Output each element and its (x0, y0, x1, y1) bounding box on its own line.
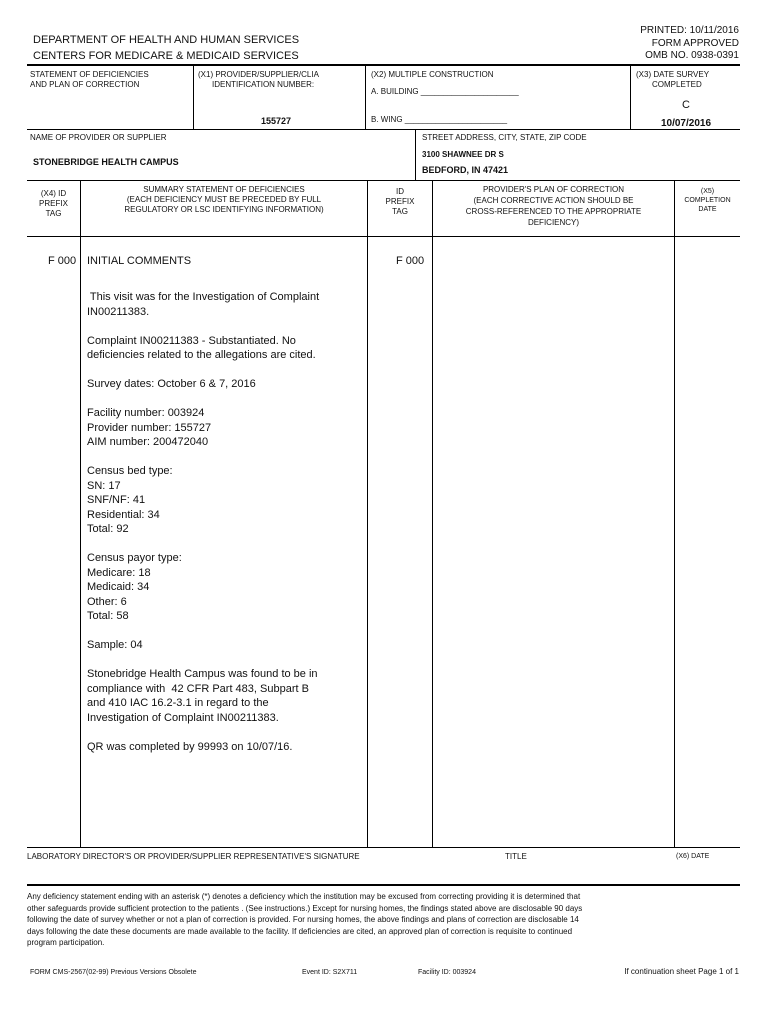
statement-label-2: AND PLAN OF CORRECTION (30, 80, 140, 89)
x2-label: (X2) MULTIPLE CONSTRUCTION (371, 70, 494, 79)
entry-line (87, 450, 365, 465)
x3-date: 10/07/2016 (660, 118, 712, 129)
entry-line: IN00211383. (87, 305, 150, 318)
x1-provider-number: 155727 (261, 116, 292, 126)
entry-line (87, 624, 365, 639)
entry-line (87, 537, 365, 552)
provider-name-label: NAME OF PROVIDER OR SUPPLIER (30, 133, 167, 142)
entry-line: Investigation of Complaint IN00211383. (87, 711, 279, 724)
col-divider-address (415, 130, 416, 180)
entry-line: and 410 IAC 16.2-3.1 in regard to the (87, 697, 269, 709)
footer-continuation: If continuation sheet Page 1 of 1 (624, 967, 739, 976)
x3-code: C (682, 99, 690, 111)
entry-line: Census payor type: (87, 552, 182, 564)
printed-date: PRINTED: 10/11/2016 (640, 25, 739, 36)
entry-line: This visit was for the Investigation of Complaint (87, 291, 320, 303)
omb-number: OMB NO. 0938-0391 (645, 50, 739, 61)
agency-line-1: DEPARTMENT OF HEALTH AND HUMAN SERVICES (33, 34, 300, 46)
summary-header-3: REGULATORY OR LSC IDENTIFYING INFORMATION) (124, 205, 324, 214)
entry-line: Facility number: 003924 (87, 407, 205, 419)
entry-line: Total: 58 (87, 610, 129, 622)
row-divider-4 (27, 847, 740, 848)
title-label: TITLE (505, 852, 527, 861)
statement-label-1: STATEMENT OF DEFICIENCIES (30, 70, 149, 79)
x3-label-1: (X3) DATE SURVEY (636, 70, 710, 79)
entry-line: Medicaid: 34 (87, 581, 150, 593)
signature-bottom-border (27, 884, 740, 886)
entry-line: Residential: 34 (87, 508, 160, 521)
entry-body (87, 290, 365, 754)
signature-label: LABORATORY DIRECTOR'S OR PROVIDER/SUPPLIER REPRESENTATIVE'S SIGNATURE (27, 852, 360, 861)
entry-line: Sample: 04 (87, 639, 143, 651)
entry-line: Survey dates: October 6 & 7, 2016 (87, 378, 256, 390)
id-header-1: ID (396, 187, 404, 196)
entry-title: INITIAL COMMENTS (87, 255, 192, 267)
x5-header-2: COMPLETION (684, 197, 731, 204)
entry-line: QR was completed by 99993 on 10/07/16. (87, 740, 293, 753)
summary-header-1: SUMMARY STATEMENT OF DEFICIENCIES (143, 185, 305, 194)
form-top-border (27, 64, 740, 66)
x4-header-2: PREFIX (39, 199, 68, 208)
entry-line: SN: 17 (87, 479, 121, 492)
right-prefix-tag: F 000 (396, 255, 425, 267)
entry-line: Stonebridge Health Campus was found to be in (87, 668, 318, 680)
wing-label: B. WING _______________________ (371, 115, 508, 124)
agency-line-2: CENTERS FOR MEDICARE & MEDICAID SERVICES (33, 50, 299, 62)
x5-header-3: DATE (698, 206, 717, 213)
plan-header-4: DEFICIENCY) (527, 218, 580, 227)
entry-line: deficiencies related to the allegations are cited. (87, 349, 316, 361)
x1-label-1: (X1) PROVIDER/SUPPLIER/CLIA (198, 70, 319, 79)
disclaimer-line: following the date of survey whether or not a plan of correction is provided. For nursing homes, the above findings and plans of correction are disclosable 14 (27, 915, 579, 924)
entry-line: Complaint IN00211383 - Substantiated. No (87, 334, 296, 347)
entry-line (87, 392, 365, 407)
x3-label-2: COMPLETED (652, 80, 702, 89)
id-header-3: TAG (392, 207, 408, 216)
entry-line: AIM number: 200472040 (87, 436, 209, 448)
entry-line: Provider number: 155727 (87, 421, 212, 434)
entry-line: compliance with 42 CFR Part 483, Subpart B (87, 682, 309, 695)
entry-line (87, 363, 365, 378)
id-header-2: PREFIX (385, 197, 415, 206)
col-divider-prefix-left (80, 181, 81, 847)
entry-line (87, 319, 365, 334)
building-label: A. BUILDING ______________________ (371, 87, 519, 96)
disclaimer-line: program participation. (27, 938, 105, 947)
plan-header-3: CROSS-REFERENCED TO THE APPROPRIATE (465, 207, 642, 216)
form-approved: FORM APPROVED (651, 38, 739, 49)
disclaimer (27, 891, 740, 949)
col-divider-x1 (193, 65, 194, 129)
disclaimer-line: other safeguards provide sufficient protection to the patients . (See instructions.) Except for nursing homes, the findings stated above are disclosable 90 days (27, 903, 583, 913)
footer-event-id: Event ID: S2X711 (302, 969, 358, 976)
col-divider-plan (674, 181, 675, 847)
x4-header-3: TAG (45, 209, 62, 218)
provider-name: STONEBRIDGE HEALTH CAMPUS (33, 157, 179, 167)
entry-line (87, 725, 365, 740)
col-divider-prefix-right (432, 181, 433, 847)
entry-line: Census bed type: (87, 465, 173, 477)
x5-header-1: (X5) (700, 188, 715, 195)
entry-line: Other: 6 (87, 595, 127, 608)
entry-line (87, 653, 365, 668)
col-divider-x2 (365, 65, 366, 129)
x1-label-2: IDENTIFICATION NUMBER: (212, 80, 315, 89)
address-label: STREET ADDRESS, CITY, STATE, ZIP CODE (422, 133, 587, 142)
address-line-2: BEDFORD, IN 47421 (422, 165, 509, 175)
plan-header-2: (EACH CORRECTIVE ACTION SHOULD BE (473, 196, 634, 205)
row-divider-2 (27, 180, 740, 181)
footer-facility-id: Facility ID: 003924 (418, 969, 476, 976)
x4-header-1: (X4) ID (40, 189, 67, 198)
footer-form-id: FORM CMS-2567(02-99) Previous Versions Obsolete (30, 969, 197, 976)
entry-line: SNF/NF: 41 (87, 494, 146, 506)
address-line-1: 3100 SHAWNEE DR S (422, 150, 504, 159)
disclaimer-line: Any deficiency statement ending with an asterisk (*) denotes a deficiency which the institution may be excused from correcting providing it is determined that (27, 892, 581, 901)
summary-header-2: (EACH DEFICIENCY MUST BE PRECEDED BY FULL (126, 195, 322, 204)
col-divider-summary (367, 181, 368, 847)
left-prefix-tag: F 000 (48, 255, 77, 267)
disclaimer-line: days following the date these documents are made available to the facility. If deficiencies are cited, an approved plan of correction is requisite to continued (27, 926, 573, 936)
plan-header-1: PROVIDER'S PLAN OF CORRECTION (482, 185, 625, 194)
row-divider-3 (27, 236, 740, 237)
entry-line: Medicare: 18 (87, 566, 151, 579)
date-label: (X6) DATE (676, 853, 710, 860)
entry-line: Total: 92 (87, 523, 129, 535)
